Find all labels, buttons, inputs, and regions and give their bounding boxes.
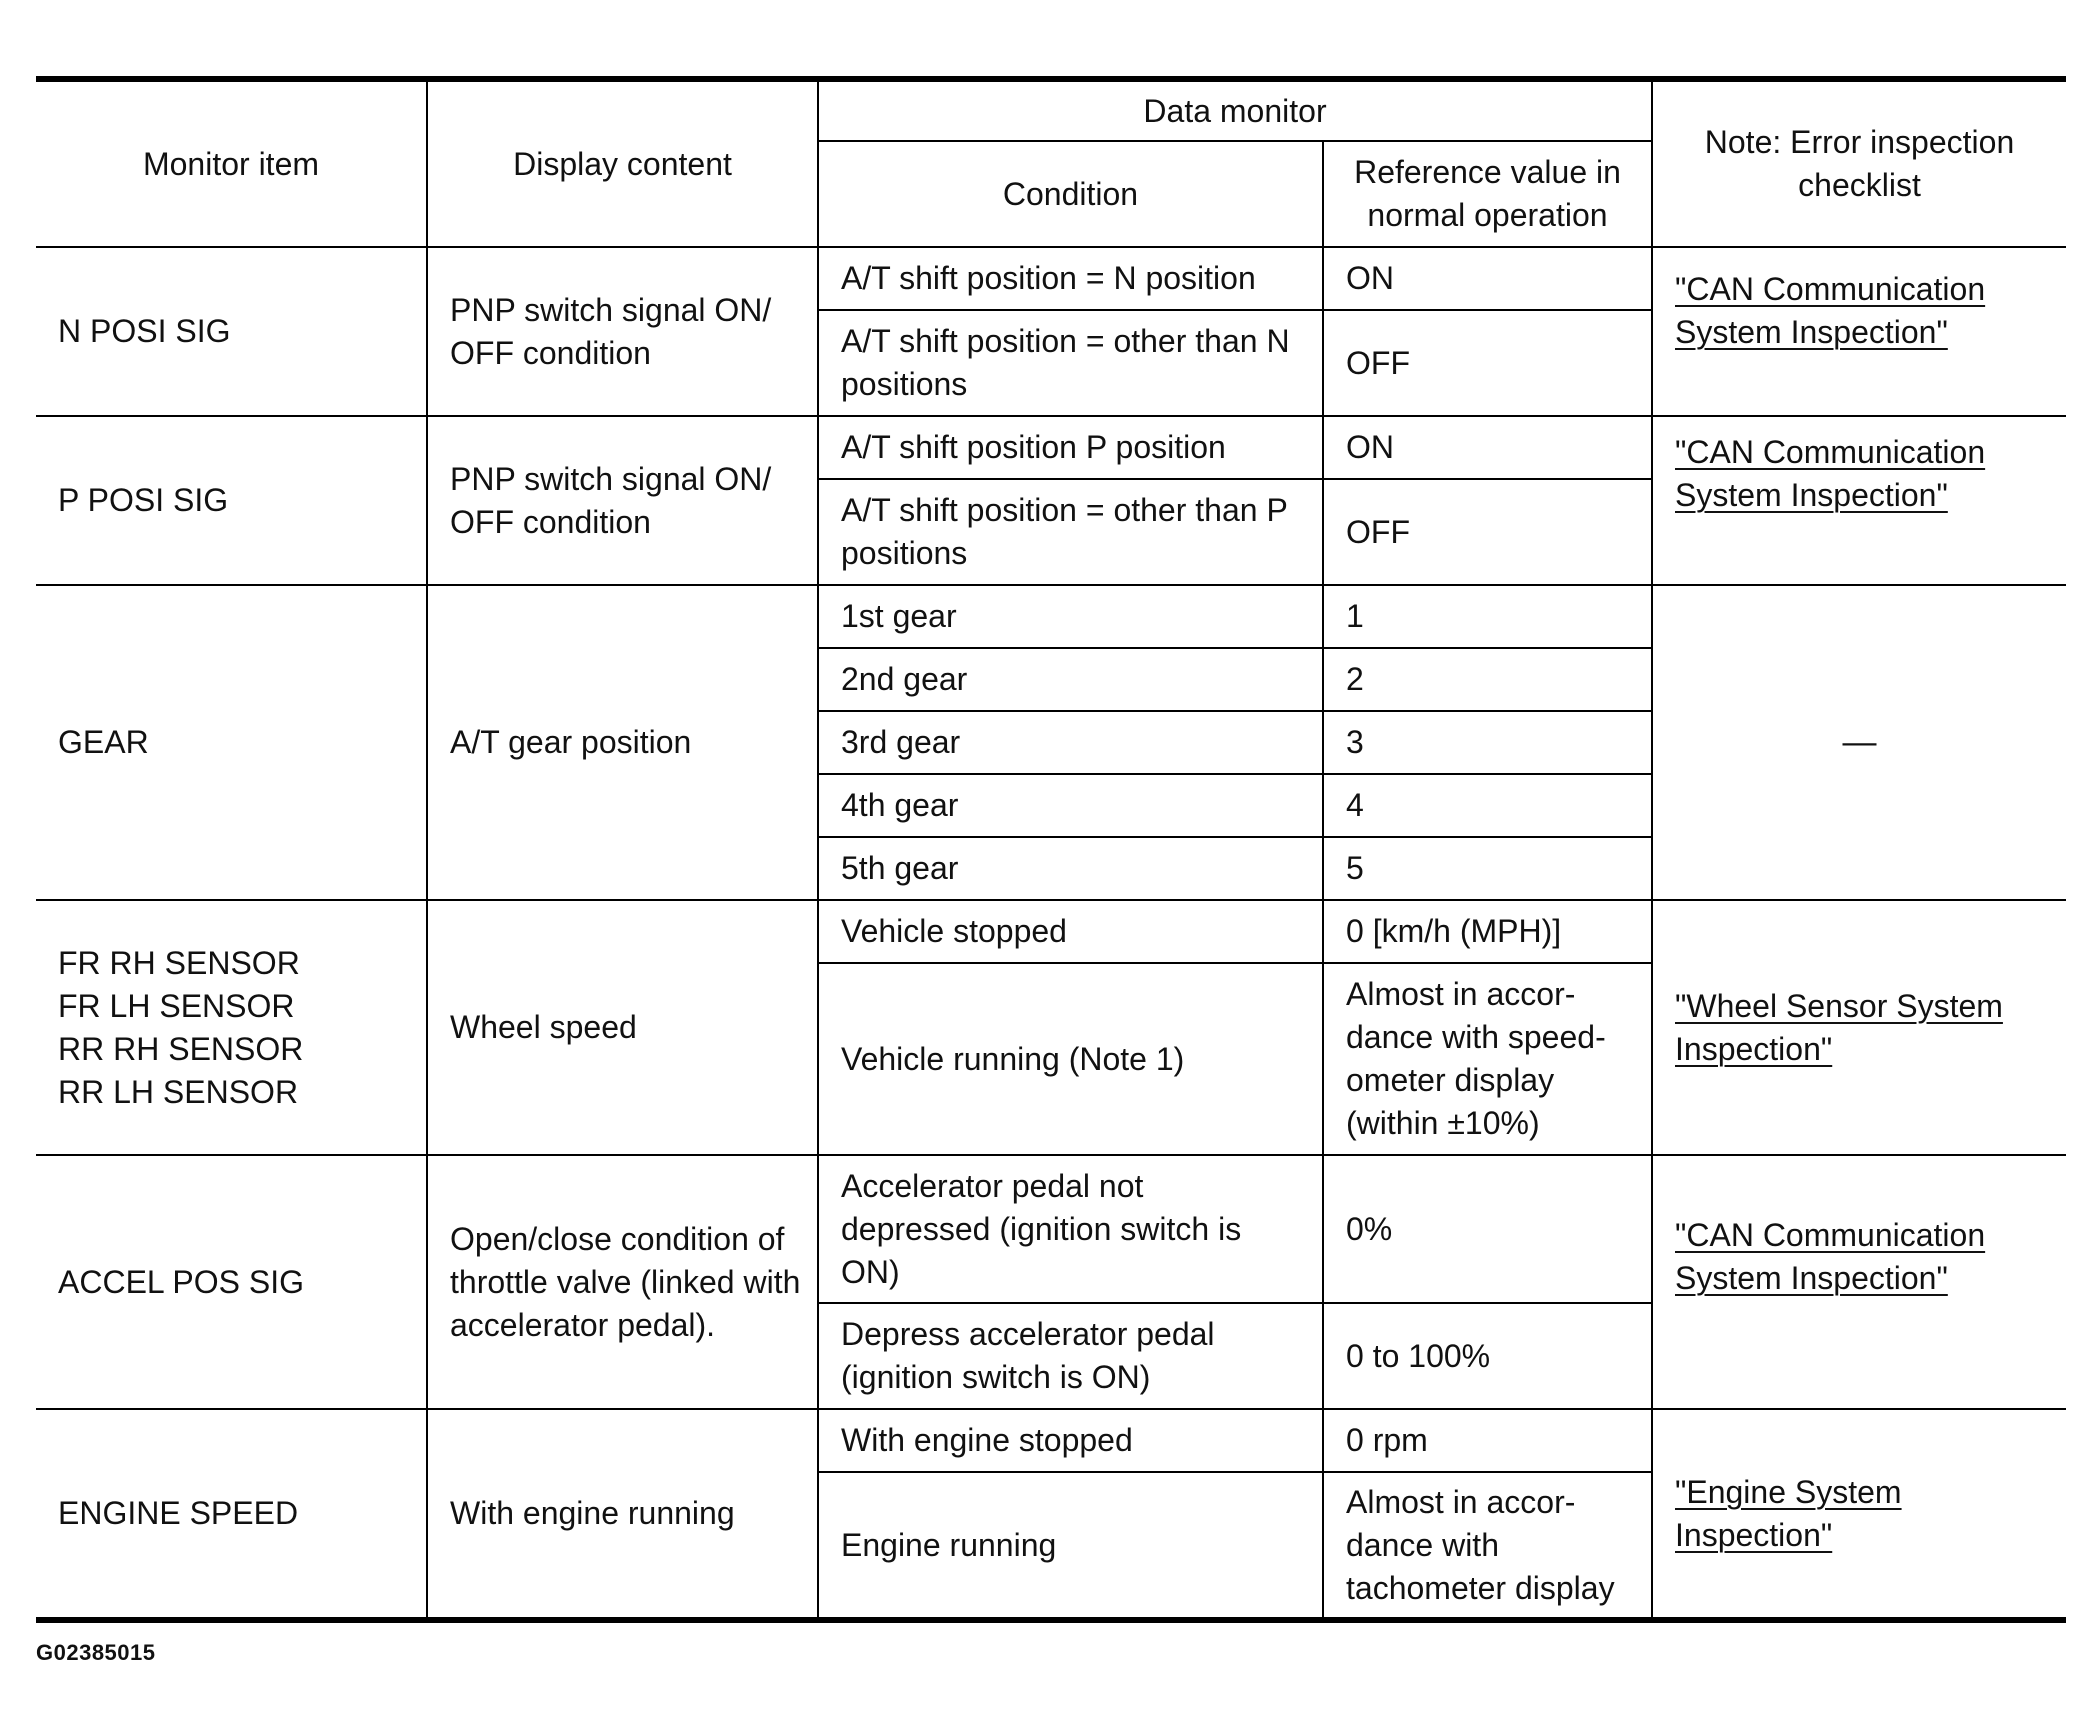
can-communication-inspection-link[interactable]: "CAN Communication System Inspection" [1675, 271, 1986, 350]
condition-cell: A/T shift position = N position [818, 247, 1323, 310]
reference-value-cell: 5 [1323, 837, 1652, 900]
note-cell [1652, 247, 2066, 416]
header-note: Note: Error inspection checklist [1652, 79, 2066, 247]
table-row [36, 585, 2066, 648]
figure-id: G02385015 [36, 1640, 156, 1665]
can-communication-inspection-link[interactable]: "CAN Communication System Inspection" [1675, 1217, 1986, 1296]
reference-value-cell: 0 [km/h (MPH)] [1323, 900, 1652, 963]
reference-value-cell: OFF [1323, 310, 1652, 416]
note-cell [1652, 1409, 2066, 1620]
header-display-content: Display content [427, 79, 818, 247]
reference-value-cell: Almost in accor- dance with speed- ometer display (within ±10%) [1323, 963, 1652, 1155]
wheel-sensor-inspection-link[interactable]: "Wheel Sensor System Inspection" [1675, 987, 2003, 1067]
header-data-monitor: Data monitor [818, 79, 1652, 141]
reference-value-cell: 2 [1323, 648, 1652, 711]
reference-value-cell: 1 [1323, 585, 1652, 648]
display-content-cell: Open/close condition of throttle valve (linked with accelerator pedal). [427, 1155, 818, 1409]
data-monitor-table [36, 76, 2066, 1623]
header-monitor-item: Monitor item [36, 79, 427, 247]
reference-value-cell: 4 [1323, 774, 1652, 837]
condition-cell: A/T shift position P position [818, 416, 1323, 479]
reference-value-cell: ON [1323, 416, 1652, 479]
table-row [36, 1409, 2066, 1472]
header-reference-value: Reference value in normal operation [1323, 141, 1652, 247]
display-content-cell: Wheel speed [427, 900, 818, 1155]
condition-cell: Engine running [818, 1472, 1323, 1620]
note-cell-none: — [1652, 585, 2066, 900]
condition-cell: A/T shift position = other than P positions [818, 479, 1323, 585]
condition-cell: Depress accelerator pedal (ignition switch is ON) [818, 1303, 1323, 1409]
engine-system-inspection-link[interactable]: "Engine System Inspection" [1675, 1473, 1902, 1553]
reference-value-cell: 0 to 100% [1323, 1303, 1652, 1409]
monitor-item-cell: P POSI SIG [36, 416, 427, 585]
note-cell [1652, 900, 2066, 1155]
reference-value-cell: 0% [1323, 1155, 1652, 1303]
reference-value-cell: 3 [1323, 711, 1652, 774]
reference-value-cell: OFF [1323, 479, 1652, 585]
table-row [36, 900, 2066, 963]
condition-cell: Vehicle running (Note 1) [818, 963, 1323, 1155]
condition-cell: With engine stopped [818, 1409, 1323, 1472]
table-row [36, 416, 2066, 479]
condition-cell: A/T shift position = other than N positions [818, 310, 1323, 416]
condition-cell: 4th gear [818, 774, 1323, 837]
condition-cell: Accelerator pedal not depressed (ignition switch is ON) [818, 1155, 1323, 1303]
monitor-item-cell: GEAR [36, 585, 427, 900]
header-row-1 [36, 79, 2066, 141]
condition-cell: Vehicle stopped [818, 900, 1323, 963]
reference-value-cell: 0 rpm [1323, 1409, 1652, 1472]
condition-cell: 3rd gear [818, 711, 1323, 774]
display-content-cell: A/T gear position [427, 585, 818, 900]
display-content-cell: With engine running [427, 1409, 818, 1620]
header-condition: Condition [818, 141, 1323, 247]
condition-cell: 1st gear [818, 585, 1323, 648]
reference-value-cell: ON [1323, 247, 1652, 310]
condition-cell: 5th gear [818, 837, 1323, 900]
note-cell [1652, 1155, 2066, 1409]
condition-cell: 2nd gear [818, 648, 1323, 711]
display-content-cell: PNP switch signal ON/ OFF condition [427, 247, 818, 416]
monitor-item-cell: FR RH SENSOR FR LH SENSOR RR RH SENSOR RR LH SENSOR [36, 900, 427, 1155]
reference-value-cell: Almost in accor- dance with tachometer display [1323, 1472, 1652, 1620]
table-row [36, 1155, 2066, 1303]
monitor-item-cell: ACCEL POS SIG [36, 1155, 427, 1409]
monitor-item-cell: ENGINE SPEED [36, 1409, 427, 1620]
note-cell [1652, 416, 2066, 585]
monitor-table-sheet [36, 76, 2066, 1623]
monitor-item-cell: N POSI SIG [36, 247, 427, 416]
display-content-cell: PNP switch signal ON/ OFF condition [427, 416, 818, 585]
can-communication-inspection-link[interactable]: "CAN Communication System Inspection" [1675, 434, 1986, 513]
table-row [36, 247, 2066, 310]
